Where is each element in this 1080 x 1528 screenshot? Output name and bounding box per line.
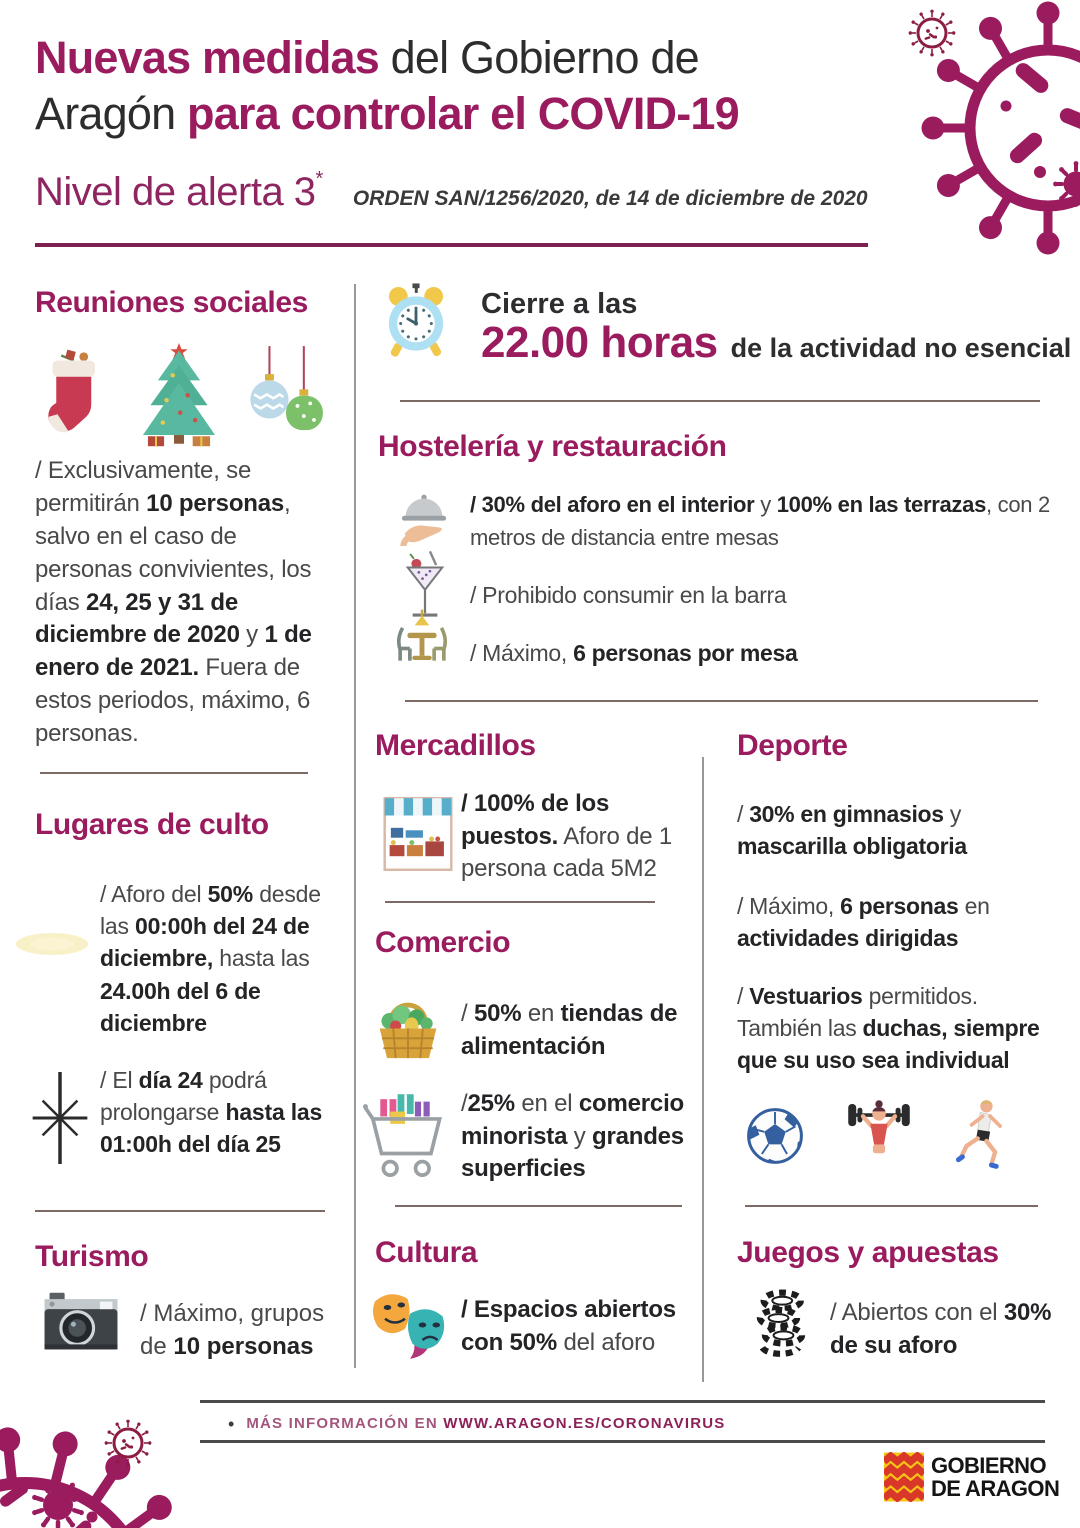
market-stall-icon xyxy=(381,793,455,875)
closure-line2 xyxy=(481,318,1071,368)
deporte-icons-row xyxy=(745,1094,1015,1178)
virus-large-icon xyxy=(880,0,1080,272)
aragon-shield-icon xyxy=(884,1452,924,1502)
cloche-icon xyxy=(397,488,451,546)
hosteleria-item-3: / Máximo, 6 personas por mesa xyxy=(470,640,798,666)
logo-line2: DE ARAGON xyxy=(931,1476,1060,1501)
alarm-clock-icon xyxy=(383,281,449,359)
reuniones-body: / Exclusivamente, se permitirán 10 personas, salvo en el caso de personas convivientes, los días 24, 25 y 31 de diciembre de 2020 y 1 de enero de 2021. Fuera de estos periodos, máximo, 6 personas. xyxy=(35,457,312,747)
baubles-icon xyxy=(244,346,328,448)
section-title-cultura: Cultura xyxy=(375,1236,478,1269)
runner-icon xyxy=(953,1097,1005,1175)
deporte-item-3: / Vestuarios permitidos. También las duchas, siempre que su uso sea individual xyxy=(737,983,1040,1074)
culto-item-1: / Aforo del 50% desde las 00:00h del 24 de diciembre, hasta las 24.00h del 6 de diciembre xyxy=(100,881,321,1036)
candle-glow-icon xyxy=(14,922,90,966)
alert-level-row xyxy=(35,168,868,215)
section-title-hosteleria: Hostelería y restauración xyxy=(378,430,727,463)
juegos-item-1: / Abiertos con el 30% de su aforo xyxy=(830,1299,1052,1359)
christmas-tree-icon xyxy=(133,340,225,448)
section-title-turismo: Turismo xyxy=(35,1240,149,1273)
section-title-reuniones: Reuniones sociales xyxy=(35,286,308,319)
hosteleria-item-2: / Prohibido consumir en la barra xyxy=(470,582,787,608)
divider-vertical xyxy=(354,284,356,1368)
order-reference: ORDEN SAN/1256/2020, de 14 de diciembre de 2020 xyxy=(352,187,868,210)
alert-level: Nivel de alerta 3* xyxy=(35,168,323,214)
footer-info xyxy=(228,1408,726,1440)
food-basket-icon xyxy=(371,990,445,1062)
divider-horizontal xyxy=(40,772,308,774)
poker-chips-icon xyxy=(750,1288,812,1358)
theater-masks-icon xyxy=(370,1286,450,1364)
divider-horizontal xyxy=(395,1205,682,1207)
mercadillos-item-1: / 100% de los puestos. Aforo de 1 persona cada 5M2 xyxy=(461,790,672,883)
footer-divider-top xyxy=(200,1400,1045,1403)
virus-small-icon xyxy=(909,10,956,57)
culto-item-2: / El día 24 podrá prolongarse hasta las 01:00h del día 25 xyxy=(100,1067,323,1158)
footer-info-text xyxy=(246,1415,725,1433)
soccer-ball-icon xyxy=(745,1106,805,1166)
camera-icon xyxy=(42,1290,120,1356)
closure-time: 22.00 horas xyxy=(481,318,718,367)
gobierno-aragon-logo xyxy=(884,1452,1059,1502)
section-title-comercio: Comercio xyxy=(375,926,511,959)
section-title-juegos: Juegos y apuestas xyxy=(737,1236,999,1269)
cultura-item-1: / Espacios abiertos con 50% del aforo xyxy=(461,1296,676,1356)
closure-line1: Cierre a las xyxy=(481,288,638,320)
page-title-line2: Aragón para controlar el COVID-19 xyxy=(35,88,739,140)
alert-asterisk: * xyxy=(315,168,323,190)
footer-bullet: • xyxy=(228,1413,235,1434)
virus-large-bottom-icon xyxy=(0,1405,215,1528)
footer-info-url: WWW.ARAGON.ES/CORONAVIRUS xyxy=(443,1415,726,1432)
deporte-item-1: / 30% en gimnasios y mascarilla obligatoria xyxy=(737,801,967,860)
reuniones-icons-row xyxy=(36,338,328,448)
page-title xyxy=(35,30,895,143)
christmas-stocking-icon xyxy=(36,348,114,448)
divider-horizontal xyxy=(385,901,655,903)
turismo-item-1: / Máximo, grupos de 10 personas xyxy=(140,1300,325,1361)
section-title-mercadillos: Mercadillos xyxy=(375,729,536,762)
shopping-cart-icon xyxy=(363,1088,447,1182)
comercio-item-2: /25% en el comercio minorista y grandes superficies xyxy=(461,1090,685,1183)
divider-vertical xyxy=(702,757,704,1382)
divider-horizontal xyxy=(35,1210,325,1212)
section-title-deporte: Deporte xyxy=(737,729,848,762)
hosteleria-item-1: / 30% del aforo en el interior y 100% en las terrazas, con 2 metros de distancia entre mesas xyxy=(470,492,1050,550)
divider-horizontal xyxy=(400,400,1040,402)
comercio-item-1: / 50% en tiendas de alimentación xyxy=(461,1000,678,1060)
closure-suffix: de la actividad no esencial xyxy=(730,333,1072,363)
footer-divider-bottom xyxy=(200,1440,1045,1443)
page-title-line1: Nuevas medidas del Gobierno de xyxy=(35,32,699,83)
weightlifter-icon xyxy=(847,1094,911,1178)
footer-info-prefix: MÁS INFORMACIÓN EN xyxy=(246,1415,444,1432)
divider-horizontal xyxy=(745,1205,1038,1207)
logo-line1: GOBIERNO xyxy=(931,1452,1046,1478)
star-icon xyxy=(30,1072,90,1164)
deporte-item-2: / Máximo, 6 personas en actividades dirigidas xyxy=(737,893,990,952)
logo-text xyxy=(931,1454,1059,1500)
header-divider xyxy=(35,243,868,247)
section-title-culto: Lugares de culto xyxy=(35,808,269,841)
divider-horizontal xyxy=(405,700,1038,702)
table-chairs-icon xyxy=(388,608,456,672)
